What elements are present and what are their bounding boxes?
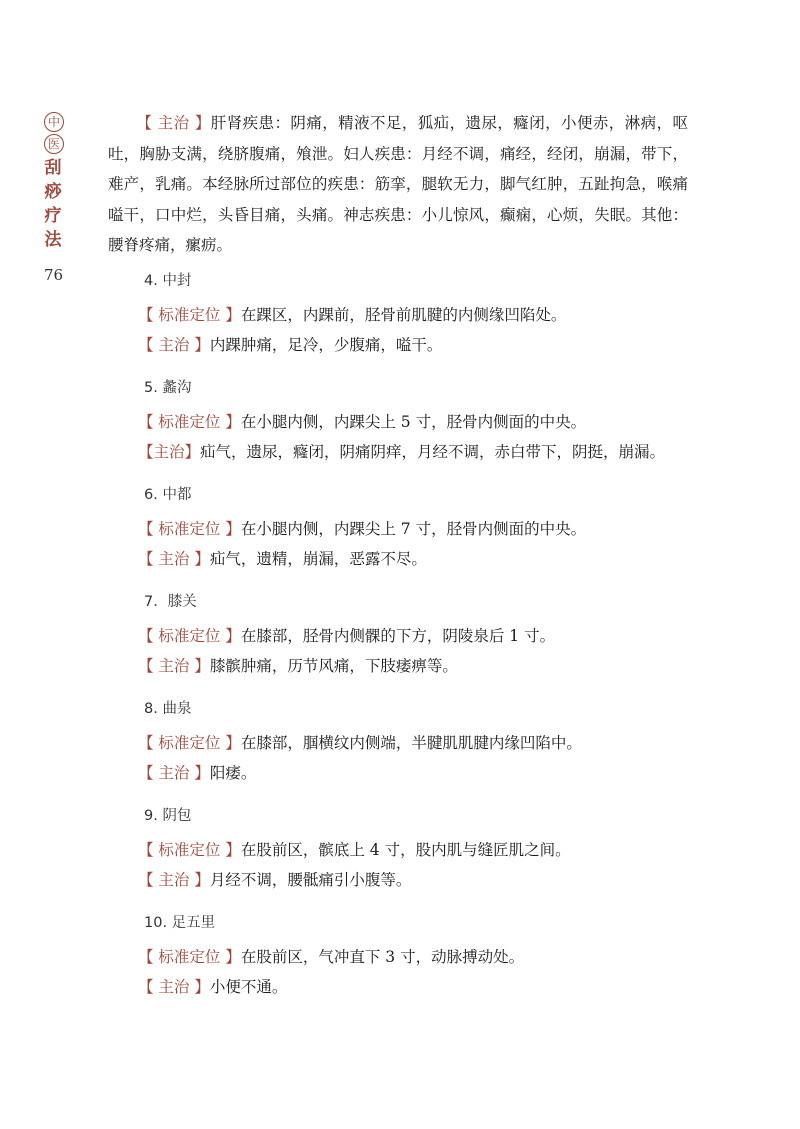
acupoint-title: 7．膝关 bbox=[144, 594, 197, 610]
indication-line bbox=[138, 330, 698, 360]
indication-tag: 【主治】 bbox=[138, 443, 201, 461]
indication-tag: 【 主治 】 bbox=[138, 764, 210, 782]
location-text: 在膝部，胫骨内侧髁的下方，阴陵泉后 1 寸。 bbox=[240, 627, 556, 645]
indication-line bbox=[138, 544, 698, 574]
intro-paragraph bbox=[108, 108, 688, 261]
acupoint-entry bbox=[138, 589, 698, 681]
indication-tag: 【 主治 】 bbox=[138, 336, 210, 354]
title-char: 法 bbox=[44, 230, 62, 250]
acupoint-entry bbox=[138, 910, 698, 1002]
location-line bbox=[138, 300, 698, 330]
indication-tag: 【 主治 】 bbox=[138, 550, 210, 568]
indication-text: 膝髌肿痛，历节风痛，下肢痿痹等。 bbox=[209, 657, 458, 675]
indication-text: 阳痿。 bbox=[209, 764, 257, 782]
indication-line bbox=[138, 758, 698, 788]
location-tag: 【 标准定位 】 bbox=[138, 734, 241, 752]
acupoint-entry bbox=[138, 696, 698, 788]
indication-text: 小便不通。 bbox=[209, 978, 288, 996]
location-text: 在小腿内侧，内踝尖上 7 寸，胫骨内侧面的中央。 bbox=[240, 520, 587, 538]
location-text: 在踝区，内踝前，胫骨前肌腱的内侧缘凹陷处。 bbox=[240, 306, 567, 324]
acupoint-title: 10. 足五里 bbox=[144, 915, 216, 931]
location-text: 在小腿内侧，内踝尖上 5 寸，胫骨内侧面的中央。 bbox=[240, 413, 587, 431]
title-char: 疗 bbox=[44, 206, 62, 226]
acupoint-entry bbox=[138, 268, 698, 360]
page-number: 76 bbox=[44, 266, 64, 284]
indication-text: 疝气，遗尿，癃闭，阴痛阴痒，月经不调，赤白带下，阴挺，崩漏。 bbox=[200, 443, 666, 461]
location-line bbox=[138, 621, 698, 651]
location-tag: 【 标准定位 】 bbox=[138, 948, 241, 966]
location-line bbox=[138, 942, 698, 972]
indication-text: 疝气，遗精，崩漏，恶露不尽。 bbox=[209, 550, 427, 568]
location-text: 在膝部，腘横纹内侧端，半腱肌肌腱内缘凹陷中。 bbox=[240, 734, 582, 752]
indication-line bbox=[138, 972, 698, 1002]
location-tag: 【 标准定位 】 bbox=[138, 841, 241, 859]
acupoint-list bbox=[138, 268, 698, 1002]
acupoint-entry bbox=[138, 482, 698, 574]
acupoint-title: 5. 蠡沟 bbox=[144, 380, 192, 396]
acupoint-entry bbox=[138, 375, 698, 467]
location-tag: 【 标准定位 】 bbox=[138, 306, 241, 324]
location-line bbox=[138, 835, 698, 865]
location-line bbox=[138, 514, 698, 544]
acupoint-title: 4. 中封 bbox=[144, 273, 192, 289]
indication-tag: 【 主治 】 bbox=[138, 978, 210, 996]
indication-tag: 【 主治 】 bbox=[138, 657, 210, 675]
title-char: 刮 bbox=[44, 158, 62, 178]
circled-char-zhong: 中 bbox=[44, 112, 64, 132]
circled-char-yi: 医 bbox=[44, 134, 64, 154]
location-tag: 【 标准定位 】 bbox=[138, 413, 241, 431]
indication-line bbox=[138, 651, 698, 681]
indication-tag: 【 主治 】 bbox=[138, 871, 210, 889]
indication-line bbox=[138, 437, 698, 467]
location-tag: 【 标准定位 】 bbox=[138, 520, 241, 538]
location-text: 在股前区，气冲直下 3 寸，动脉搏动处。 bbox=[240, 948, 525, 966]
location-line bbox=[138, 407, 698, 437]
location-line bbox=[138, 728, 698, 758]
title-char: 痧 bbox=[44, 182, 62, 202]
indication-text: 肝肾疾患：阴痛，精液不足，狐疝，遗尿，癃闭，小便赤，淋病，呕吐，胸胁支满，绕脐腹痛，飧泄。妇人疾患：月经不调，痛经，经闭，崩漏，带下，难产，乳痛。本经脉所过部位的疾患：筋挛，腿软无力，脚气红肿，五趾拘急，喉痛嗌干，口中烂，头昏目痛，头痛。神志疾患：小儿惊风，癫痫，心烦，失眠。其他：腰脊疼痛，瘰疬。 bbox=[108, 114, 688, 254]
indication-text: 月经不调，腰骶痛引小腹等。 bbox=[209, 871, 412, 889]
acupoint-title: 9. 阴包 bbox=[144, 808, 192, 824]
location-text: 在股前区，髌底上 4 寸，股内肌与缝匠肌之间。 bbox=[240, 841, 571, 859]
indication-line bbox=[138, 865, 698, 895]
location-tag: 【 标准定位 】 bbox=[138, 627, 241, 645]
book-side-title bbox=[40, 112, 74, 252]
acupoint-entry bbox=[138, 803, 698, 895]
acupoint-title: 8. 曲泉 bbox=[144, 701, 192, 717]
indication-text: 内踝肿痛，足冷，少腹痛，嗌干。 bbox=[209, 336, 443, 354]
acupoint-title: 6. 中都 bbox=[144, 487, 192, 503]
indication-tag: 【 主治 】 bbox=[136, 114, 211, 132]
